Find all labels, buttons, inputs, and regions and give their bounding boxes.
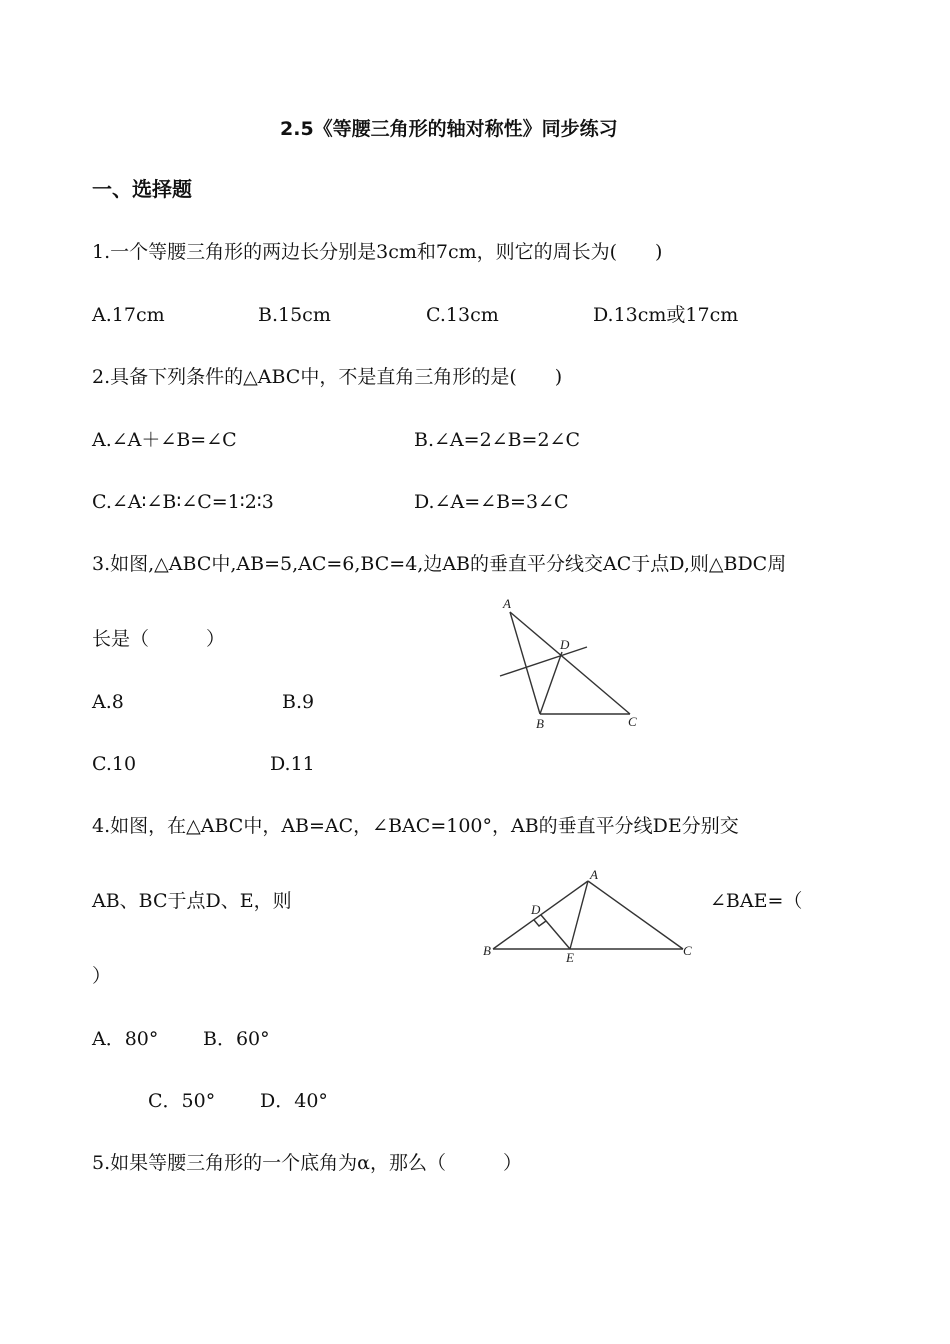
q1-option-b: B.15cm: [258, 304, 331, 326]
q2-option-c: C.∠A∶∠B∶∠C=1∶2∶3: [92, 491, 274, 513]
page-title: 2.5《等腰三角形的轴对称性》同步练习: [280, 118, 618, 140]
q4-label-e: E: [566, 950, 574, 965]
q3-triangle-figure: [490, 592, 650, 732]
q3-label-b: B: [536, 716, 544, 731]
q3-option-a: A.8: [92, 691, 124, 713]
q3-side-ab: [510, 612, 540, 714]
question-2-stem: 2.具备下列条件的△ABC中，不是直角三角形的是( ): [92, 366, 563, 388]
q4-right-angle-mark: [534, 920, 546, 926]
question-4-stem-continued: AB、BC于点D、E，则: [92, 890, 292, 912]
q1-option-a: A.17cm: [92, 304, 165, 326]
question-5-stem: 5.如果等腰三角形的一个底角为α，那么（ ）: [92, 1152, 522, 1174]
q2-option-d: D.∠A=∠B=3∠C: [414, 491, 569, 513]
section-heading: 一、选择题: [92, 177, 192, 201]
q1-option-d: D.13cm或17cm: [593, 304, 739, 326]
q3-label-a: A: [503, 596, 511, 611]
q4-label-a: A: [590, 867, 598, 882]
question-4-angle-prompt: ∠BAE=（: [710, 890, 803, 912]
q4-triangle-figure: [478, 866, 698, 966]
q1-option-c: C.13cm: [426, 304, 499, 326]
q4-label-d: D: [531, 902, 541, 917]
question-1-stem: 1.一个等腰三角形的两边长分别是3cm和7cm，则它的周长为( ): [92, 241, 663, 263]
question-3-stem-continued: 长是（ ）: [92, 628, 226, 650]
q4-option-b: B．60°: [203, 1028, 270, 1050]
q2-option-a: A.∠A＋∠B=∠C: [92, 429, 237, 451]
q3-perpendicular-bisector: [500, 647, 587, 676]
question-4-close-paren: ）: [92, 965, 112, 987]
q2-option-b: B.∠A=2∠B=2∠C: [414, 429, 580, 451]
q3-option-c: C.10: [92, 753, 137, 775]
q4-option-a: A．80°: [92, 1028, 159, 1050]
q4-label-c: C: [683, 943, 692, 958]
q3-option-b: B.9: [282, 691, 315, 713]
q4-side-ba: [493, 881, 588, 949]
question-3-stem: 3.如图,△ABC中,AB=5,AC=6,BC=4,边AB的垂直平分线交AC于点D,则△BDC周: [92, 553, 787, 575]
question-4-stem: 4.如图，在△ABC中，AB=AC，∠BAC=100°，AB的垂直平分线DE分别交: [92, 815, 739, 837]
q4-label-b: B: [483, 943, 491, 958]
q3-option-d: D.11: [270, 753, 315, 775]
q4-segment-de: [541, 915, 570, 949]
q4-option-c: C．50°: [148, 1090, 216, 1112]
q4-side-ac: [588, 881, 683, 949]
q3-side-ac: [510, 612, 630, 714]
q4-option-d: D．40°: [260, 1090, 328, 1112]
q3-label-c: C: [628, 714, 637, 729]
q3-label-d: D: [560, 637, 570, 652]
